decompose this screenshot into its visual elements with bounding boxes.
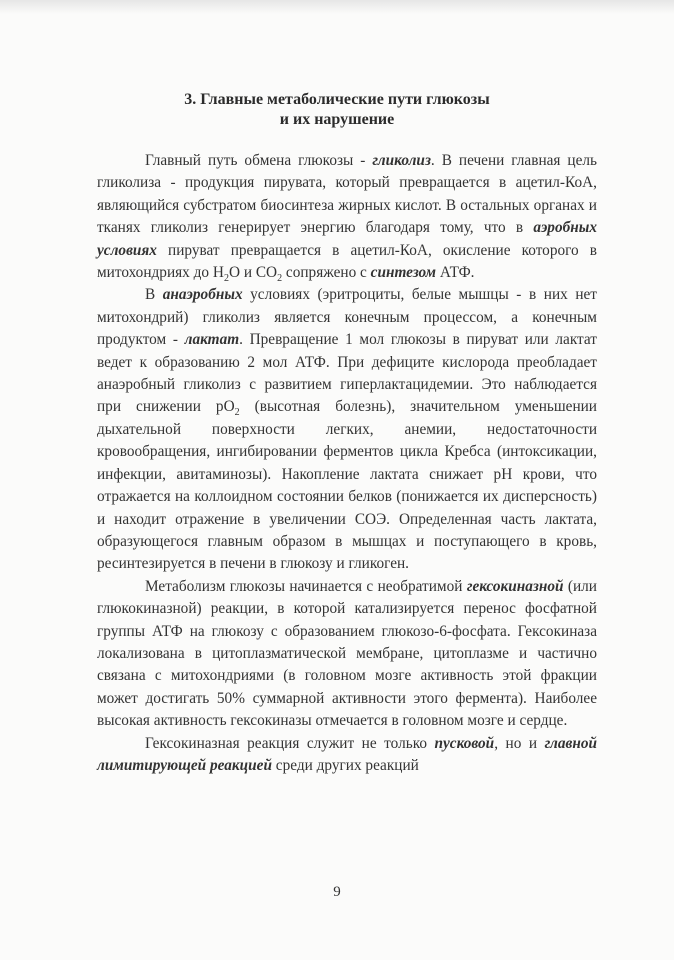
text-run: (высотная болезнь), значительном уменьшении дыхательной поверхности легких, анемии, недостаточности кровообращения, ингибировании ферментов цикла Кребса (интоксикации, инфекции, авитаминозы). Накопление лактата снижает pH крови, что отражается на коллоидном состоянии белков (понижается их дисперсность) и находит отражение в увеличении СОЭ. Определенная часть лактата, образующегося главным образом в мышцах и поступающего в кровь, ресинтезируется в печени в глюкозу и гликоген. bbox=[97, 398, 597, 573]
title-line-2: и их нарушение bbox=[279, 111, 395, 128]
emphasis-term: гликолиз bbox=[372, 152, 431, 169]
paragraph-1 bbox=[97, 150, 597, 284]
text-run: В bbox=[145, 286, 163, 304]
text-run: . В печени главная цель гликолиза - продукция пирувата, который превращается в ацетил-КоА, являющийся субстратом биосинтеза жирных кислот. В остальных органах и тканях гликолиз генерирует энергию благодаря тому, что в bbox=[97, 152, 598, 237]
paragraph-4 bbox=[97, 733, 597, 778]
text-run: O и CO bbox=[228, 264, 278, 282]
subscript: 2 bbox=[223, 273, 229, 285]
text-run: Метаболизм глюкозы начинается с необратимой bbox=[145, 577, 467, 595]
text-run: среди других реакций bbox=[271, 756, 419, 774]
section-title bbox=[0, 90, 674, 130]
emphasis-term: пусковой bbox=[434, 734, 495, 752]
text-run: . Превращение 1 мол глюкозы в пируват или лактат ведет к образованию 2 мол АТФ. При дефиците кислорода преобладает анаэробный гликолиз с развитием гиперлактацидемии. Это наблюдается при снижении pO bbox=[97, 331, 597, 416]
emphasis-term: синтезом bbox=[370, 264, 437, 282]
paragraph-2 bbox=[97, 284, 597, 575]
emphasis-term: главной лимитирующей реакцией bbox=[97, 734, 597, 774]
text-run: Гексокиназная реакция служит не только bbox=[145, 734, 435, 752]
scan-top-edge bbox=[0, 0, 674, 14]
text-run: Главный путь обмена глюкозы - bbox=[145, 152, 373, 169]
emphasis-term: гексокиназной bbox=[466, 577, 564, 595]
title-line-1: 3. Главные метаболические пути глюкозы bbox=[184, 91, 490, 108]
text-run: АТФ. bbox=[436, 264, 475, 282]
emphasis-term: лактат bbox=[184, 331, 240, 349]
text-run: пируват превращается в ацетил-КоА, окисление которого в митохондриях до H bbox=[97, 241, 597, 282]
subscript: 2 bbox=[277, 273, 283, 285]
emphasis-term: аэробных условиях bbox=[97, 219, 597, 259]
text-run: сопряжено с bbox=[282, 264, 371, 282]
paragraph-3 bbox=[97, 576, 597, 733]
text-run: условиях (эритроциты, белые мышцы - в них нет митохондрий) гликолиз является конечным процессом, а конечным продуктом - bbox=[97, 286, 597, 349]
text-run: (или глюкокиназной) реакции, в которой катализируется перенос фосфатной группы АТФ на глюкозу с образованием глюкозо-6-фосфата. Гексокиназа локализована в цитоплазматической мембране, цитоплазме и частично связана с митохондриями (в головном мозге активность этой фракции может достигать 50% суммарной активности этого фермента). Наиболее высокая активность гексокиназы отмечается в головном мозге и сердце. bbox=[97, 577, 597, 730]
subscript: 2 bbox=[234, 407, 240, 419]
body-text bbox=[97, 150, 597, 777]
emphasis-term: анаэробных bbox=[162, 286, 243, 304]
page-number: 9 bbox=[333, 884, 341, 900]
text-run: , но и bbox=[494, 734, 545, 752]
